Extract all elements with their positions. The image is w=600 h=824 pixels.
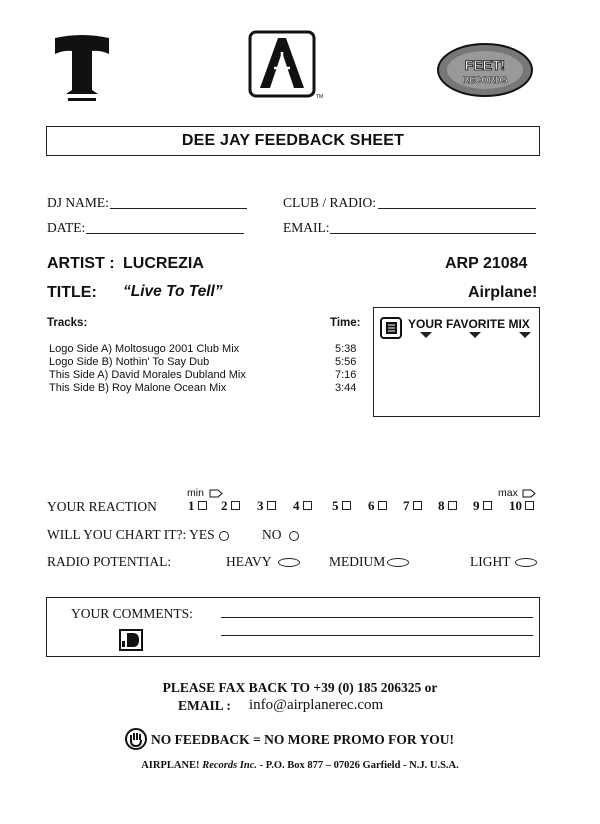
radio-heavy-option[interactable] (278, 558, 300, 567)
date-field[interactable] (86, 233, 244, 234)
date-label: DATE: (47, 220, 86, 235)
club-radio-label: CLUB / RADIO: (283, 195, 377, 210)
reaction-option-3[interactable]: 3 (257, 498, 276, 514)
comments-box[interactable] (46, 597, 540, 657)
svg-text:FEET!: FEET! (464, 57, 506, 73)
logo-stamp-icon (119, 629, 143, 651)
footer-email-label: EMAIL : (178, 698, 231, 713)
reaction-option-4[interactable]: 4 (293, 498, 312, 514)
chart-no-radio[interactable] (289, 531, 299, 541)
dj-name-field[interactable] (110, 208, 247, 209)
email-field[interactable] (330, 233, 536, 234)
checkbox[interactable] (413, 501, 422, 510)
title-value: “Live To Tell” (123, 283, 223, 300)
checkbox[interactable] (303, 501, 312, 510)
reaction-option-1[interactable]: 1 (188, 498, 207, 514)
reaction-option-5[interactable]: 5 (332, 498, 351, 514)
chart-no-label: NO (262, 527, 282, 542)
checkbox[interactable] (483, 501, 492, 510)
checkbox[interactable] (342, 501, 351, 510)
page-title: DEE JAY FEEDBACK SHEET (46, 126, 540, 156)
track-name: This Side B) Roy Malone Ocean Mix (49, 382, 227, 394)
track-time: 7:16 (335, 369, 357, 381)
reaction-option-10[interactable]: 10 (509, 498, 534, 514)
chart-question: WILL YOU CHART IT?: YES (47, 527, 215, 542)
reaction-option-7[interactable]: 7 (403, 498, 422, 514)
t-logo (52, 32, 112, 104)
mix-b-arrow-icon[interactable] (469, 332, 481, 338)
max-label: max (498, 487, 518, 499)
feet-records-logo (436, 42, 534, 98)
fax-instructions: PLEASE FAX BACK TO +39 (0) 185 206325 or (162, 680, 438, 695)
label-name: Airplane! (468, 284, 538, 301)
no-feedback-warning: NO FEEDBACK = NO MORE PROMO FOR YOU! (151, 732, 455, 747)
email-label: EMAIL: (283, 220, 330, 235)
dj-name-label: DJ NAME: (47, 195, 109, 210)
mix-c-arrow-icon[interactable] (519, 332, 531, 338)
reaction-option-6[interactable]: 6 (368, 498, 387, 514)
reaction-option-2[interactable]: 2 (221, 498, 240, 514)
track-name: Logo Side B) Nothin' To Say Dub (49, 356, 210, 368)
company-address: AIRPLANE! Records Inc. - P.O. Box 877 – 07026 Garfield - N.J. U.S.A. (141, 760, 459, 771)
reaction-option-9[interactable]: 9 (473, 498, 492, 514)
artist-value: LUCREZIA (123, 255, 204, 272)
track-time: 5:56 (335, 356, 357, 368)
max-arrow-icon (522, 489, 536, 498)
checkbox[interactable] (378, 501, 387, 510)
track-name: This Side A) David Morales Dubland Mix (49, 369, 246, 381)
chart-yes-radio[interactable] (219, 531, 229, 541)
club-radio-field[interactable] (378, 208, 536, 209)
title-label: TITLE: (47, 284, 97, 301)
favorite-mix-box[interactable] (373, 307, 540, 417)
comment-line[interactable] (221, 617, 533, 618)
svg-text:RECORDS: RECORDS (462, 75, 508, 85)
radio-heavy-label: HEAVY (226, 554, 272, 569)
radio-light-label: LIGHT (470, 554, 511, 569)
logo-stamp-icon (380, 317, 402, 339)
radio-medium-option[interactable] (387, 558, 409, 567)
catalog-number: ARP 21084 (445, 255, 528, 272)
track-time: 3:44 (335, 382, 357, 394)
airplane-logo (248, 30, 322, 102)
checkbox[interactable] (267, 501, 276, 510)
radio-potential-label: RADIO POTENTIAL: (47, 554, 172, 569)
artist-label: ARTIST : (47, 255, 115, 272)
mix-a-arrow-icon[interactable] (420, 332, 432, 338)
checkbox[interactable] (448, 501, 457, 510)
comments-label: YOUR COMMENTS: (71, 606, 193, 621)
svg-text:TM: TM (316, 94, 324, 100)
track-name: Logo Side A) Moltosugo 2001 Club Mix (49, 343, 240, 355)
reaction-label: YOUR REACTION (47, 499, 157, 514)
reaction-option-8[interactable]: 8 (438, 498, 457, 514)
checkbox[interactable] (231, 501, 240, 510)
track-time: 5:38 (335, 343, 357, 355)
radio-medium-label: MEDIUM (329, 554, 386, 569)
stop-hand-icon (125, 728, 147, 750)
footer-email-link[interactable]: info@airplanerec.com (249, 697, 384, 713)
checkbox[interactable] (198, 501, 207, 510)
checkbox[interactable] (525, 501, 534, 510)
comment-line[interactable] (221, 635, 533, 636)
min-label: min (187, 487, 204, 499)
favorite-mix-title: YOUR FAVORITE MIX (408, 317, 530, 331)
min-arrow-icon (209, 489, 223, 498)
tracks-header: Tracks: (47, 317, 88, 329)
time-header: Time: (330, 317, 361, 329)
radio-light-option[interactable] (515, 558, 537, 567)
